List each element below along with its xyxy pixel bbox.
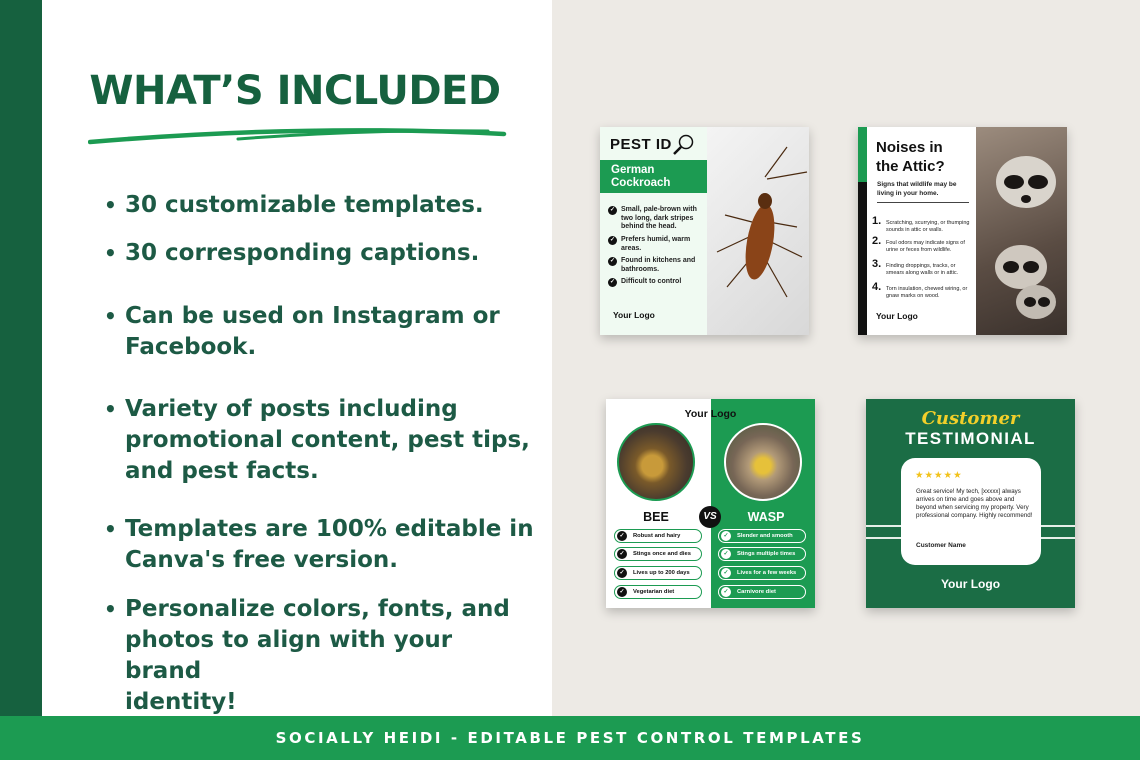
attic-sign-item: 4. Torn insulation, chewed wiring, or gnaw marks on wood. <box>872 281 968 299</box>
feature-line: Templates are 100% editable in <box>125 516 534 542</box>
check-icon: ✓ <box>609 279 616 285</box>
feature-item <box>104 190 534 221</box>
feature-line: Variety of posts including <box>125 396 458 422</box>
wasp-fact: ✓ Stings multiple times <box>718 547 806 561</box>
brush-underline <box>88 122 508 148</box>
footer-banner <box>0 716 1140 760</box>
feature-item <box>104 238 534 269</box>
feature-line: 30 corresponding captions. <box>125 240 480 266</box>
testimonial-logo: Your Logo <box>940 577 1001 591</box>
cockroach-icon <box>707 127 809 335</box>
pest-id-title: PEST ID <box>610 136 672 153</box>
feature-line: photos to align with your brand <box>125 627 453 684</box>
cockroach-photo <box>707 127 809 335</box>
left-accent-bar <box>0 0 42 716</box>
bullet-icon: • <box>104 193 117 217</box>
check-icon: ✓ <box>617 549 627 559</box>
attic-accent-bar <box>858 127 867 335</box>
bee-vs-wasp-template-preview <box>606 399 815 608</box>
bullet-icon: • <box>104 597 117 621</box>
attic-noises-template-preview <box>858 127 1067 335</box>
bullet-icon: • <box>104 517 117 541</box>
feature-item <box>104 394 534 487</box>
bee-fact: ✓ Vegetarian diet <box>614 585 702 599</box>
attic-divider <box>877 202 969 203</box>
page-title: WHAT’S INCLUDED <box>89 68 501 114</box>
feature-line: and pest facts. <box>125 458 319 484</box>
testimonial-title: TESTIMONIAL <box>905 429 1036 448</box>
testimonial-quote: Great service! My tech, [xxxxx] always arrives on time and goes above and beyond when servicing my property. Very professional company. Highly recommend! <box>916 488 1033 519</box>
raccoon-photo <box>976 127 1067 335</box>
bullet-icon: • <box>104 397 117 421</box>
pest-fact: ✓ Found in kitchens and bathrooms. <box>609 257 696 273</box>
check-icon: ✓ <box>617 531 627 541</box>
attic-sign-item: 3. Finding droppings, tracks, or smears along walls or in attic. <box>872 258 959 276</box>
raccoon-icon <box>976 127 1067 335</box>
feature-line: Canva's free version. <box>125 547 399 573</box>
attic-title-line1: Noises in <box>876 139 943 156</box>
testimonial-template-preview <box>866 399 1075 608</box>
check-icon: ✓ <box>609 237 616 243</box>
bee-wasp-logo: Your Logo <box>684 408 737 420</box>
check-icon: ✓ <box>617 587 627 597</box>
wasp-photo <box>724 423 802 501</box>
magnifier-icon <box>672 133 696 157</box>
wasp-fact: ✓ Lives for a few weeks <box>718 566 806 580</box>
check-icon: ✓ <box>617 568 627 578</box>
wasp-fact: ✓ Slender and smooth <box>718 529 806 543</box>
star-rating-icon: ★★★★★ <box>915 470 963 481</box>
feature-line: identity! <box>125 689 237 715</box>
attic-logo: Your Logo <box>876 311 918 321</box>
feature-line: Can be used on Instagram or <box>125 303 500 329</box>
feature-item <box>104 301 534 363</box>
attic-title-line2: the Attic? <box>876 158 945 175</box>
pest-id-template-preview <box>600 127 809 335</box>
check-icon: ✓ <box>609 258 616 264</box>
bee-fact: ✓ Lives up to 200 days <box>614 566 702 580</box>
bee-label: BEE <box>643 510 669 524</box>
attic-subtitle: Signs that wildlife may be living in your home. <box>877 181 957 197</box>
wasp-fact: ✓ Carnivore diet <box>718 585 806 599</box>
attic-sign-item: 1. Scratching, scurrying, or thumping sounds in attic or walls. <box>872 215 970 233</box>
bullet-icon: • <box>104 304 117 328</box>
feature-line: 30 customizable templates. <box>125 192 484 218</box>
testimonial-customer-name: Customer Name <box>916 542 966 549</box>
check-icon: ✓ <box>721 587 731 597</box>
feature-item <box>104 514 534 576</box>
attic-sign-item: 2. Foul odors may indicate signs of urine or feces from wildlife. <box>872 235 965 253</box>
bee-photo <box>617 423 695 501</box>
pest-name-line1: German <box>611 164 655 176</box>
feature-line: Facebook. <box>125 334 257 360</box>
pest-name-line2: Cockroach <box>611 177 671 189</box>
feature-line: promotional content, pest tips, <box>125 427 530 453</box>
vs-badge: VS <box>699 506 721 528</box>
check-icon: ✓ <box>721 568 731 578</box>
pest-fact: ✓ Small, pale-brown with two long, dark stripes behind the head. <box>609 206 697 230</box>
check-icon: ✓ <box>609 207 616 213</box>
feature-line: Personalize colors, fonts, and <box>125 596 510 622</box>
check-icon: ✓ <box>721 531 731 541</box>
bee-fact: ✓ Robust and hairy <box>614 529 702 543</box>
feature-item <box>104 594 534 718</box>
bullet-icon: • <box>104 241 117 265</box>
testimonial-script-title: Customer <box>921 408 1020 429</box>
bee-fact: ✓ Stings once and dies <box>614 547 702 561</box>
check-icon: ✓ <box>721 549 731 559</box>
pest-fact: ✓ Difficult to control <box>609 278 682 285</box>
pest-fact: ✓ Prefers humid, warm areas. <box>609 236 691 252</box>
previews-panel <box>552 0 1140 716</box>
pest-id-logo: Your Logo <box>613 310 655 320</box>
wasp-label: WASP <box>747 510 785 524</box>
footer-text: SOCIALLY HEIDI - EDITABLE PEST CONTROL TEMPLATES <box>275 729 865 747</box>
